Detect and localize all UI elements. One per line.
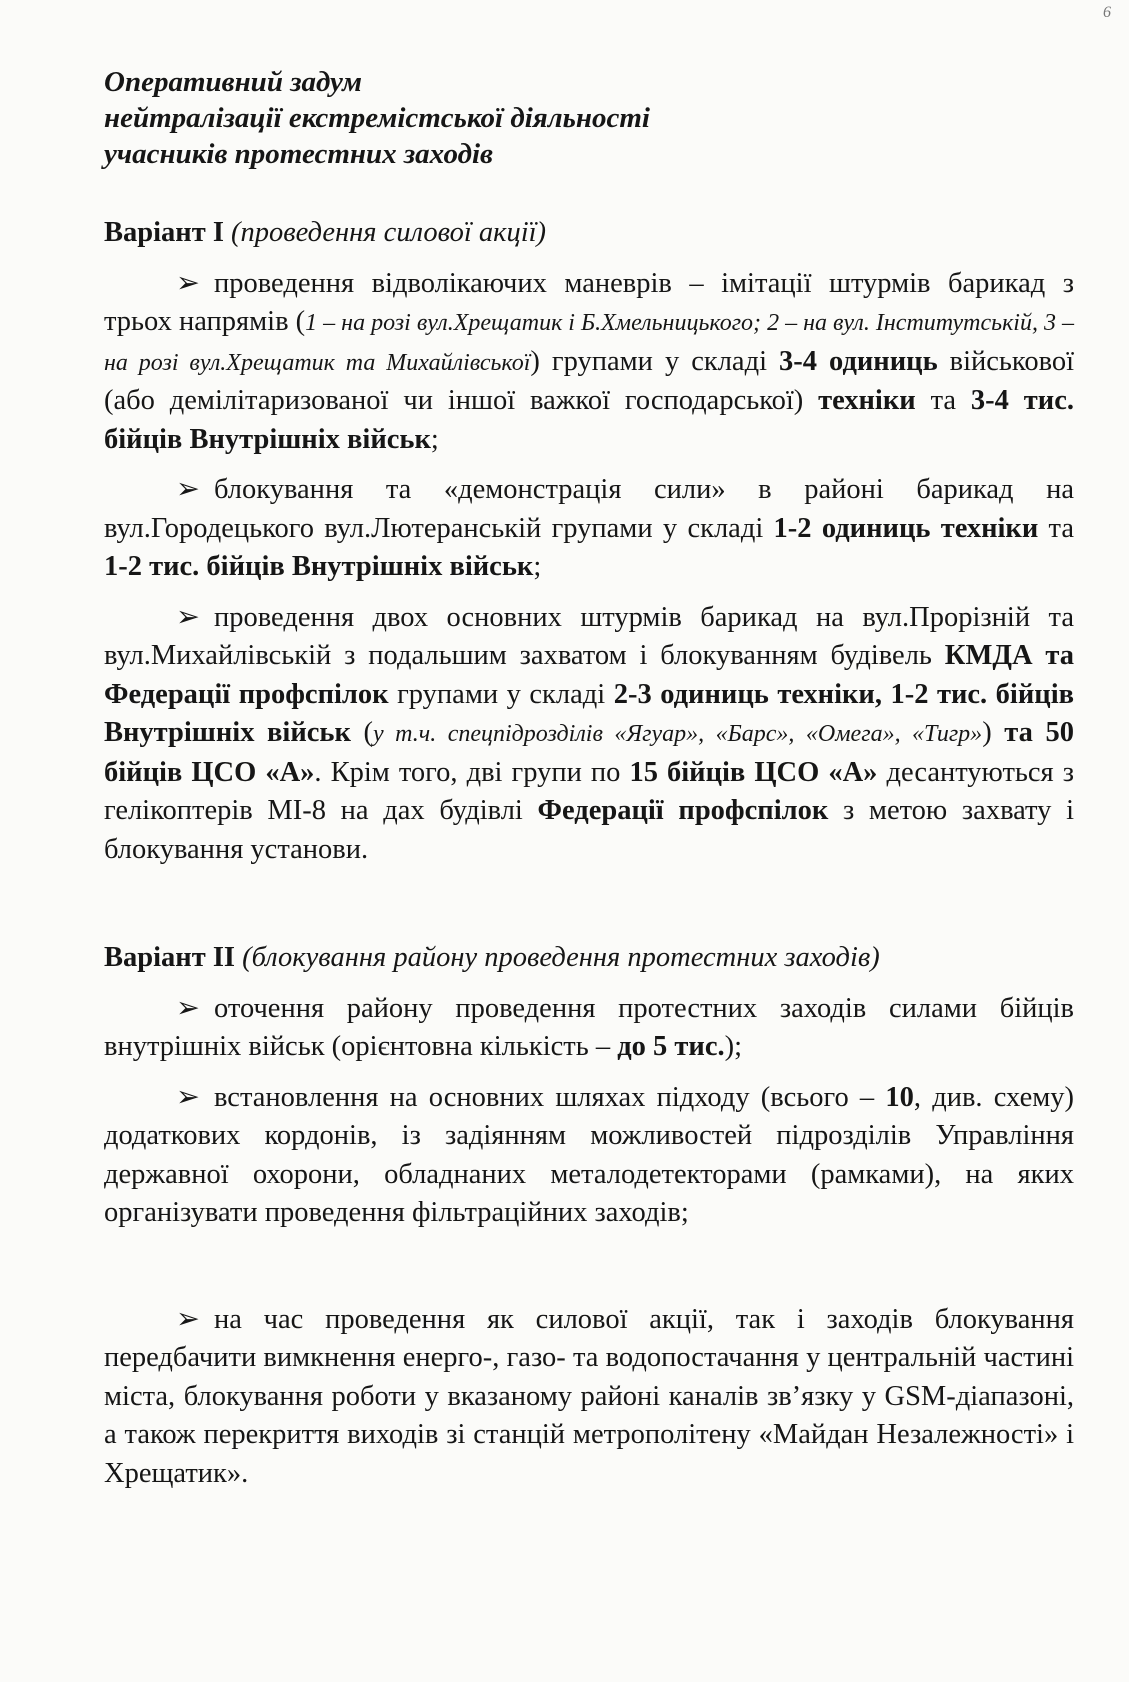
variant-1-heading-italic: (проведення силової акції) xyxy=(231,217,547,248)
bold-run: та 50 бійців ЦСО «А» xyxy=(104,717,1074,788)
text-run: ; xyxy=(533,551,542,582)
bullet-arrow-icon: ➢ xyxy=(176,601,200,633)
text-run: проведення відволікаючих маневрів – імітації штурмів барикад з трьох напрямів ( xyxy=(104,267,1074,337)
variant-1-item-2 xyxy=(104,471,1074,587)
text-run: групами у складі xyxy=(388,678,614,710)
text-run: ( xyxy=(350,717,374,748)
bold-run: 3-4 одиниць xyxy=(779,345,938,377)
text-run: , див. схему) додаткових кордонів, із задіянням можливостей підрозділів Управління державної охорони, обладнаних металодетекторами (рамками), на яких організувати проведення фільтраційних заходів; xyxy=(104,1081,1075,1228)
variant-2-item-2 xyxy=(104,1079,1074,1233)
bullet-arrow-icon: ➢ xyxy=(176,474,200,505)
bullet-arrow-icon: ➢ xyxy=(176,992,200,1024)
text-run: ) групами у складі xyxy=(530,345,780,377)
bold-run: 10 xyxy=(885,1081,914,1113)
text-run: ; xyxy=(430,423,439,455)
variant-1-item-1 xyxy=(104,265,1074,460)
bold-run: 15 бійців ЦСО «А» xyxy=(629,756,878,788)
bold-run: 1-2 одиниць техніки xyxy=(773,512,1039,544)
text-run: з метою захвату і блокування установи. xyxy=(104,795,1074,865)
spacer xyxy=(104,881,1074,939)
variant-2-heading-italic: (блокування району проведення протестних заходів) xyxy=(242,942,880,973)
bold-run: 1-2 тис. бійців Внутрішніх військ xyxy=(104,551,534,582)
title-line-1: Оперативний задум xyxy=(104,66,363,98)
text-run: військової (або демілітаризованої чи іншої важкої господарської) xyxy=(104,345,1075,416)
bold-run: до 5 тис. xyxy=(617,1031,725,1062)
text-run: оточення району проведення протестних заходів силами бійців внутрішніх військ (орієнтовна кількість – xyxy=(104,992,1074,1062)
final-item xyxy=(104,1301,1074,1494)
italic-run: у т.ч. спецпідрозділів «Ягуар», «Барс», «Омега», «Тигр» xyxy=(373,721,983,747)
bold-run: Федерації профспілок xyxy=(537,795,829,826)
text-run: та xyxy=(915,385,971,416)
bullet-arrow-icon: ➢ xyxy=(176,1303,200,1335)
bold-run: 3-4 тис. бійців Внутрішніх військ xyxy=(104,385,1074,455)
text-run: десантуються з гелікоптерів МІ-8 на дах будівлі xyxy=(104,756,1074,826)
text-run: . Крім того, дві групи по xyxy=(314,756,630,788)
text-run: встановлення на основних шляхах підходу (всього – xyxy=(214,1081,886,1113)
text-run: блокування та «демонстрація сили» в районі барикад на вул.Городецького вул.Лютеранській групами у складі xyxy=(104,474,1074,544)
document-page xyxy=(104,64,1074,1505)
text-run: проведення двох основних штурмів барикад на вул.Прорізній та вул.Михайлівській з подальшим захватом і блокуванням будівель xyxy=(104,601,1074,671)
text-run: та xyxy=(1038,512,1075,544)
title-line-3: учасників протестних заходів xyxy=(104,138,493,170)
text-run: ); xyxy=(724,1031,743,1062)
italic-run: 1 – на розі вул.Хрещатик і Б.Хмельницького; 2 – на вул. Інститутській, 3 – на розі вул.Хрещатик та Михайлівської xyxy=(104,310,1074,376)
document-title xyxy=(104,64,1074,172)
bold-run: техніки xyxy=(818,385,916,416)
bullet-arrow-icon: ➢ xyxy=(176,267,200,299)
variant-2-heading-bold: Варіант ІІ xyxy=(104,942,236,973)
bold-run: 2-3 одиниць техніки, 1-2 тис. бійців Внутрішніх військ xyxy=(104,678,1075,748)
bullet-arrow-icon: ➢ xyxy=(176,1081,200,1113)
spacer xyxy=(104,1245,1074,1301)
bold-run: КМДА та Федерації профспілок xyxy=(104,640,1074,710)
text-run: ) xyxy=(982,717,1005,748)
variant-1-heading-bold: Варіант І xyxy=(104,217,224,248)
variant-1-item-3 xyxy=(104,599,1074,870)
variant-2-item-1 xyxy=(104,990,1074,1067)
variant-2-heading xyxy=(104,939,1074,978)
text-run: на час проведення як силової акції, так і заходів блокування передбачити вимкнення енерго-, газо- та водопостачання у центральній частині міста, блокування роботи у вказаному районі каналів зв’язку у GSM-діапазоні, а також перекриття виходів зі станцій метрополітену «Майдан Незалежності» і Хрещатик». xyxy=(104,1303,1074,1489)
title-line-2: нейтралізації екстремістської діяльності xyxy=(104,102,650,134)
variant-1-heading xyxy=(104,214,1074,253)
page-corner-mark: 6 xyxy=(1103,4,1111,21)
